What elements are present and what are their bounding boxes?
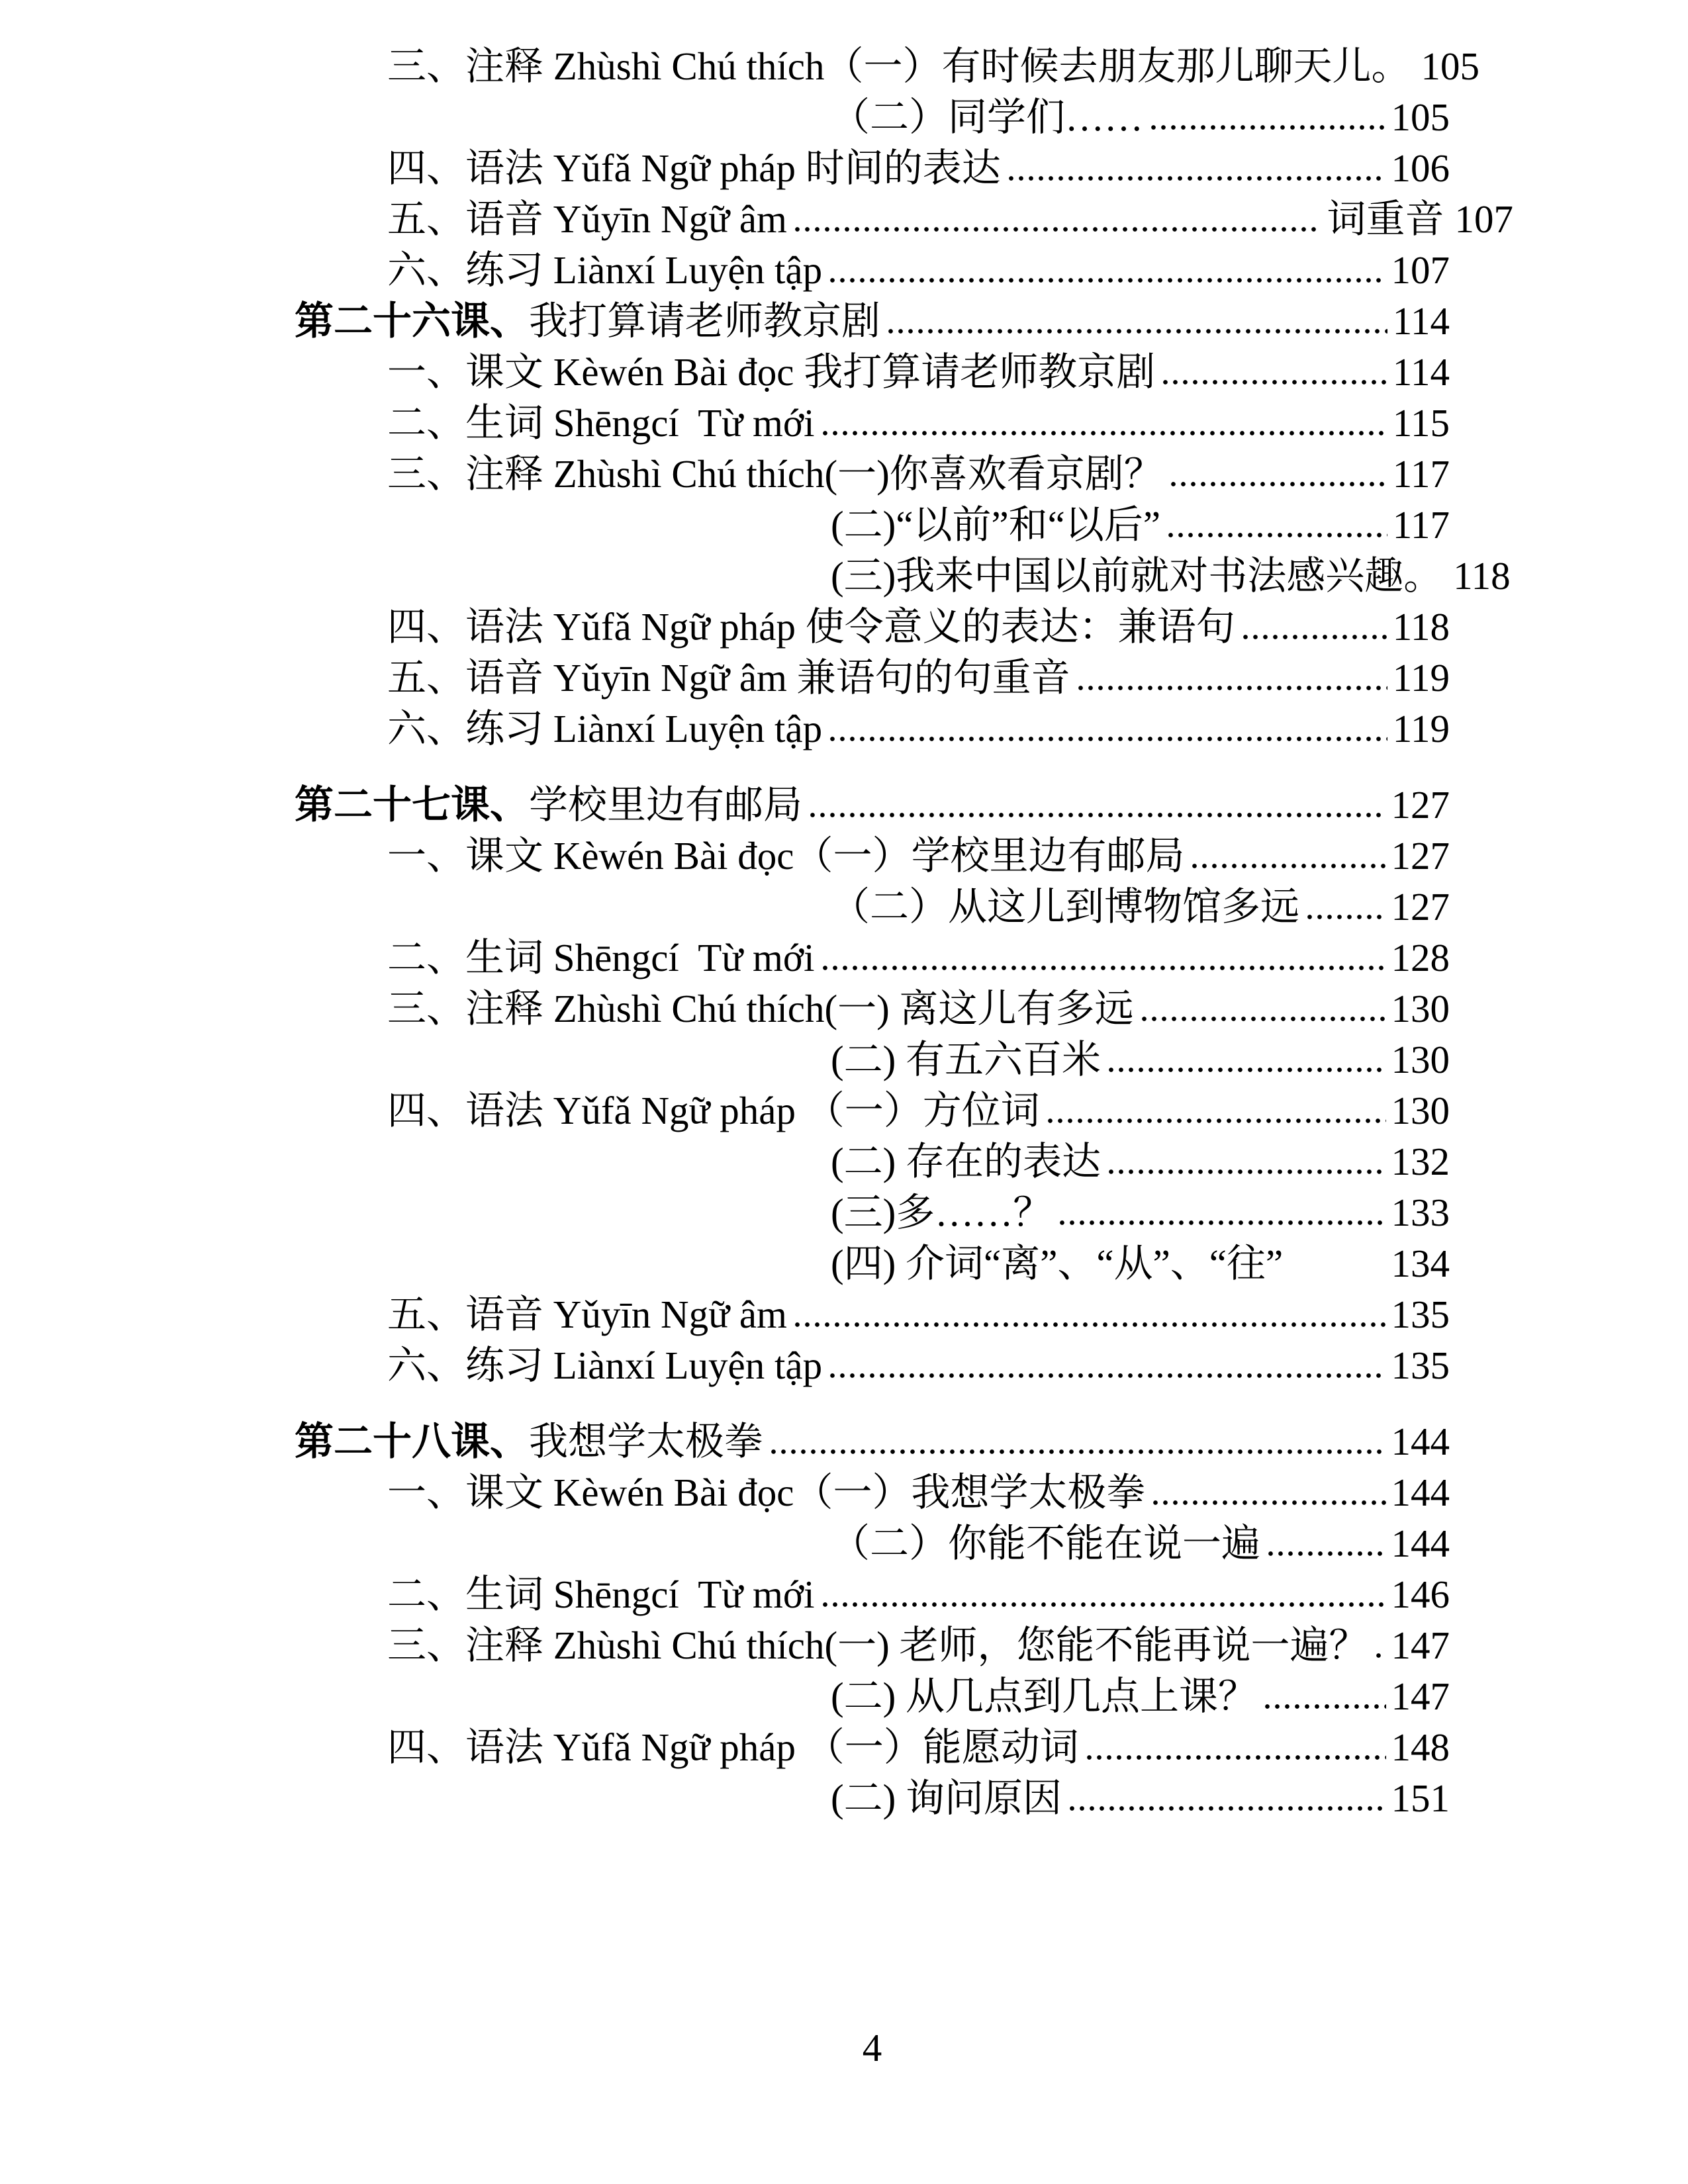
- toc-entry-title: (二)“以前”和“以后”: [831, 503, 1161, 547]
- toc-entry-title: 三、注释 Zhùshì Chú thích(一)你喜欢看京剧？: [387, 452, 1163, 496]
- dot-leader: [792, 1320, 1386, 1328]
- dot-leader: [1241, 632, 1387, 640]
- toc-entry: [295, 1518, 1450, 1569]
- toc-entry-title: 一、课文 Kèwén Bài đọc 我打算请老师教京剧: [387, 350, 1156, 394]
- toc-entry-title: 四、语法 Yǔfǎ Ngữ pháp 使令意义的表达：兼语句: [387, 605, 1235, 649]
- table-of-contents-page: [295, 41, 1513, 2073]
- dot-leader: [792, 224, 1322, 232]
- toc-entry-title: 四、语法 Yǔfǎ Ngữ pháp （一）方位词: [387, 1089, 1040, 1132]
- dot-leader: [1045, 1116, 1386, 1124]
- toc-entry: [295, 194, 1513, 245]
- dot-leader: [1305, 912, 1385, 920]
- toc-entry: [295, 347, 1450, 398]
- toc-entry-title: 我打算请老师教京剧: [529, 299, 881, 343]
- dot-leader: [1166, 530, 1387, 538]
- toc-entry-title: （二）你能不能在说一遍: [831, 1522, 1261, 1565]
- dot-leader: [1149, 122, 1385, 130]
- dot-leader: [827, 275, 1385, 283]
- toc-entry-title: (四) 介词“离”、“从”、“往”: [831, 1242, 1284, 1285]
- dot-leader: [1084, 1752, 1386, 1760]
- toc-entry-page: 133: [1391, 1191, 1450, 1234]
- dot-leader: [1106, 1065, 1385, 1073]
- toc-entry: [295, 653, 1450, 704]
- dot-leader: [827, 1371, 1385, 1379]
- toc-entry-page: 119: [1392, 656, 1450, 700]
- toc-entry-title: 三、注释 Zhùshì Chú thích（一）有时候去朋友那儿聊天儿。: [387, 44, 1411, 88]
- toc-entry-title: （二）同学们……: [831, 95, 1144, 139]
- toc-entry-title: 二、生词 Shēngcí Từ mới: [387, 401, 815, 445]
- toc-entry-page: 114: [1392, 350, 1450, 394]
- toc-entry-title: 我想学太极拳: [529, 1420, 764, 1463]
- toc-entry-page: 135: [1391, 1343, 1450, 1387]
- lesson-number-label: 第二十八课、: [295, 1420, 530, 1463]
- toc-entry-title: (二) 询问原因: [831, 1776, 1062, 1820]
- toc-entry-title: 三、注释 Zhùshì Chú thích(一) 离这儿有多远: [387, 987, 1134, 1030]
- toc-entry-title: 一、课文 Kèwén Bài đọc（一）学校里边有邮局: [387, 834, 1185, 878]
- dot-leader: [1160, 377, 1387, 385]
- toc-entry: [295, 1187, 1450, 1238]
- toc-entry-title: （二）从这儿到博物馆多远: [831, 885, 1300, 929]
- toc-entry-page: 148: [1391, 1725, 1450, 1769]
- toc-entry: [295, 1136, 1450, 1187]
- toc-entry: [295, 1620, 1450, 1671]
- toc-entry-page: 117: [1392, 503, 1450, 547]
- toc-lesson-entry: [295, 296, 1450, 347]
- toc-entry-page: 144: [1391, 1420, 1450, 1463]
- dot-leader: [1190, 861, 1385, 869]
- toc-entry-title: 六、练习 Liànxí Luyện tập: [387, 1343, 823, 1387]
- toc-entry-page: 130: [1391, 1089, 1450, 1132]
- toc-entry: [295, 143, 1450, 194]
- toc-entry: [295, 1340, 1450, 1391]
- dot-leader: [1374, 1651, 1386, 1659]
- toc-entry: [295, 1289, 1450, 1340]
- toc-entry-title: 二、生词 Shēngcí Từ mới: [387, 1572, 815, 1616]
- toc-entry-title: 四、语法 Yǔfǎ Ngữ pháp （一）能愿动词: [387, 1725, 1079, 1769]
- toc-entry-page: 144: [1391, 1471, 1450, 1514]
- toc-entry-page: 107: [1454, 197, 1513, 241]
- toc-entry: [295, 983, 1450, 1034]
- dot-leader: [1006, 173, 1386, 181]
- toc-entry-title: 四、语法 Yǔfǎ Ngữ pháp 时间的表达: [387, 146, 1001, 190]
- toc-entry-title: 三、注释 Zhùshì Chú thích(一) 老师，您能不能再说一遍？: [387, 1623, 1368, 1667]
- toc-entry-page: 114: [1392, 299, 1450, 343]
- dot-leader: [820, 1600, 1386, 1608]
- dot-leader: [1262, 1702, 1385, 1709]
- toc-entry-title: 二、生词 Shēngcí Từ mới: [387, 936, 815, 979]
- toc-entry-page: 115: [1392, 401, 1450, 445]
- toc-entry-page: 151: [1391, 1776, 1450, 1820]
- dot-leader: [827, 734, 1387, 742]
- toc-entry-page: 118: [1453, 554, 1511, 598]
- toc-entry: [295, 1034, 1450, 1085]
- toc-entry: [295, 1722, 1450, 1773]
- toc-entry-title: 六、练习 Liànxí Luyện tập: [387, 707, 823, 751]
- toc-entry-title: (二) 存在的表达: [831, 1140, 1102, 1183]
- lesson-number-label: 第二十七课、: [295, 783, 530, 827]
- dot-leader: [1266, 1549, 1385, 1557]
- dot-leader: [1067, 1803, 1385, 1811]
- toc-entry: [295, 882, 1450, 933]
- toc-entry-page: 119: [1392, 707, 1450, 751]
- dot-leader: [820, 428, 1387, 436]
- toc-entry-page: 134: [1391, 1242, 1450, 1285]
- toc-entry-page: 128: [1391, 936, 1450, 979]
- toc-entry-page: 147: [1391, 1623, 1450, 1667]
- dot-leader: [1288, 1269, 1385, 1277]
- toc: [295, 41, 1513, 1824]
- toc-entry: [295, 41, 1479, 92]
- toc-entry: [295, 1238, 1450, 1289]
- toc-entry-page: 130: [1391, 1038, 1450, 1081]
- toc-entry: [295, 449, 1450, 500]
- toc-entry-page: 132: [1391, 1140, 1450, 1183]
- toc-entry-page: 135: [1391, 1293, 1450, 1336]
- toc-entry: [295, 1085, 1450, 1136]
- toc-entry-page: 118: [1392, 605, 1450, 649]
- toc-entry: [295, 831, 1450, 882]
- dot-leader: [808, 810, 1385, 818]
- toc-entry-title: 学校里边有邮局: [529, 783, 803, 827]
- toc-entry-page: 127: [1391, 783, 1450, 827]
- dot-leader: [1076, 683, 1387, 691]
- toc-entry-title: (二) 有五六百米: [831, 1038, 1102, 1081]
- toc-entry: [295, 1671, 1450, 1722]
- dot-leader: [1106, 1167, 1385, 1175]
- dot-leader: [769, 1447, 1385, 1455]
- dot-leader: [1168, 479, 1387, 487]
- toc-entry-page: 127: [1391, 834, 1450, 878]
- toc-entry: [295, 602, 1450, 653]
- toc-entry-title: 五、语音 Yǔyīn Ngữ âm: [387, 197, 787, 241]
- toc-entry: [295, 398, 1450, 449]
- toc-entry-suffix: 词重音: [1327, 197, 1444, 241]
- toc-entry: [295, 92, 1450, 143]
- toc-entry: [295, 1569, 1450, 1620]
- toc-entry-page: 130: [1391, 987, 1450, 1030]
- toc-entry-page: 107: [1391, 248, 1450, 292]
- dot-leader: [1139, 1014, 1386, 1022]
- dot-leader: [886, 326, 1387, 334]
- page-number-footer: 4: [862, 2026, 882, 2070]
- toc-entry-title: 一、课文 Kèwén Bài đọc（一）我想学太极拳: [387, 1471, 1146, 1514]
- dot-leader: [820, 963, 1386, 971]
- toc-entry-title: (二) 从几点到几点上课？: [831, 1674, 1258, 1718]
- toc-entry: [295, 551, 1511, 602]
- toc-entry-page: 144: [1391, 1522, 1450, 1565]
- dot-leader: [1057, 1218, 1385, 1226]
- toc-lesson-entry: [295, 1416, 1450, 1467]
- lesson-number-label: 第二十六课、: [295, 299, 530, 343]
- toc-entry: [295, 500, 1450, 551]
- dot-leader: [1150, 1498, 1385, 1506]
- toc-entry-title: 五、语音 Yǔyīn Ngữ âm: [387, 1293, 787, 1336]
- toc-entry: [295, 1773, 1450, 1824]
- toc-entry-page: 146: [1391, 1572, 1450, 1616]
- toc-entry-title: (三)我来中国以前就对书法感兴趣。: [831, 554, 1443, 598]
- toc-entry-title: (三)多……？: [831, 1191, 1053, 1234]
- toc-entry-title: 五、语音 Yǔyīn Ngữ âm 兼语句的句重音: [387, 656, 1070, 700]
- toc-entry-page: 106: [1391, 146, 1450, 190]
- toc-entry: [295, 704, 1450, 754]
- toc-entry: [295, 245, 1450, 296]
- toc-lesson-entry: [295, 780, 1450, 831]
- toc-entry-title: 六、练习 Liànxí Luyện tập: [387, 248, 823, 292]
- toc-entry-page: 147: [1391, 1674, 1450, 1718]
- toc-entry-page: 105: [1391, 95, 1450, 139]
- toc-entry-page: 105: [1421, 44, 1479, 88]
- toc-entry: [295, 933, 1450, 983]
- toc-entry-page: 117: [1392, 452, 1450, 496]
- toc-entry-page: 127: [1391, 885, 1450, 929]
- toc-entry: [295, 1467, 1450, 1518]
